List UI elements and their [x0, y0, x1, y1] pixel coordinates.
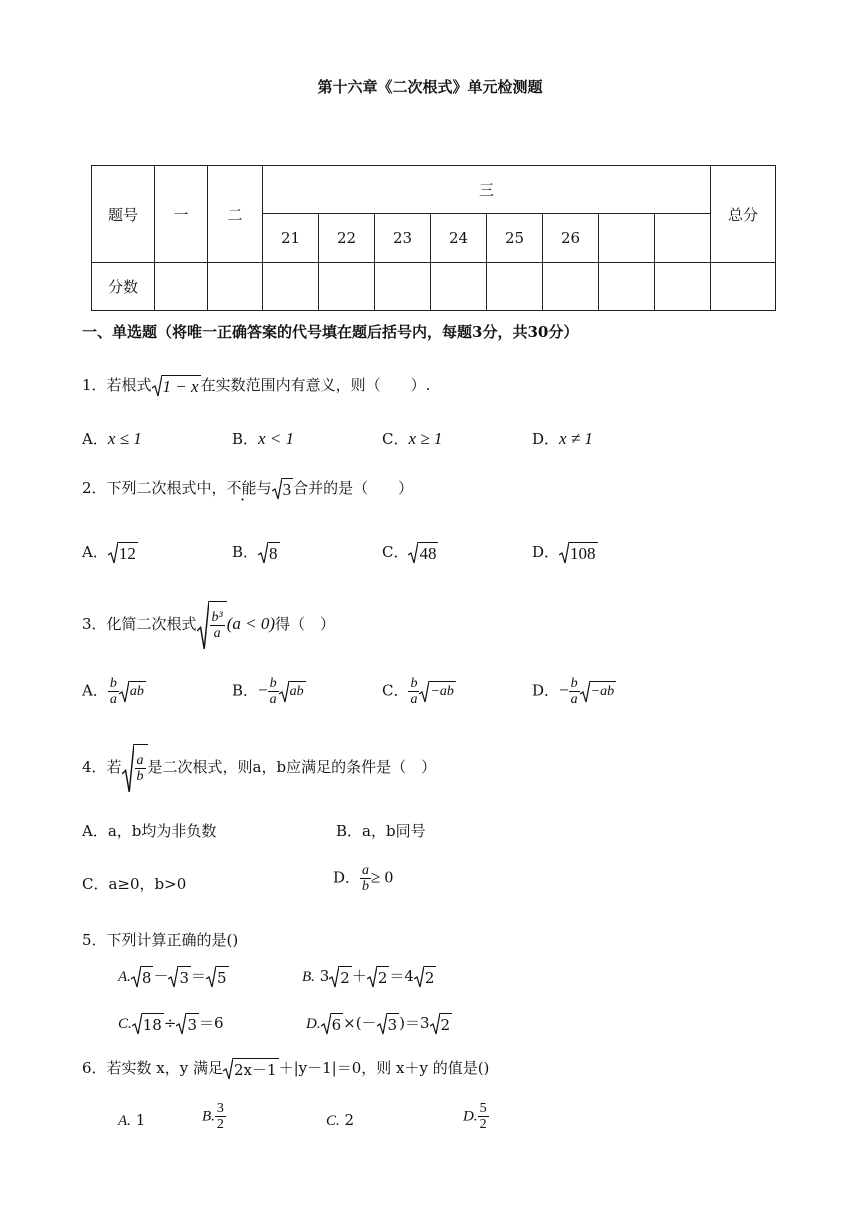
denominator: b — [136, 769, 144, 784]
option-label: A. — [118, 969, 131, 985]
score-cell[interactable] — [155, 263, 208, 311]
option-b[interactable] — [232, 428, 294, 449]
option-d[interactable] — [463, 1101, 489, 1132]
question-3 — [82, 601, 335, 649]
option-label: D． — [532, 543, 560, 561]
option-label: B. — [302, 969, 315, 985]
denominator: a — [410, 692, 418, 707]
radical — [131, 966, 154, 988]
option-label: A. — [118, 1113, 131, 1129]
denominator: a — [213, 626, 221, 641]
radicand: 2x－1 — [233, 1058, 279, 1080]
numerator: b — [109, 676, 117, 691]
radical — [197, 601, 227, 649]
score-cell[interactable] — [543, 263, 599, 311]
radicand: 3 — [282, 479, 292, 499]
denominator: a — [109, 692, 117, 707]
operator: ＋ — [351, 967, 367, 985]
numerator: a — [362, 863, 370, 878]
option-label: A． — [82, 681, 108, 700]
option-c[interactable] — [118, 1012, 224, 1035]
numerator: b³ — [211, 610, 223, 625]
radical — [119, 681, 146, 703]
numerator: b — [410, 676, 418, 691]
option-a[interactable] — [82, 541, 138, 564]
option-d[interactable] — [306, 1012, 452, 1035]
option-b[interactable]: B．a，b同号 — [336, 822, 426, 840]
radical — [321, 1013, 344, 1035]
radicand: −ab — [429, 681, 455, 703]
denominator: b — [362, 879, 370, 894]
radical — [414, 966, 437, 988]
fraction — [569, 676, 580, 707]
option-text: x < 1 — [258, 429, 295, 448]
page-title: 第十六章《二次根式》单元检测题 — [317, 78, 543, 96]
option-text: 1 — [135, 1111, 146, 1129]
radicand: −ab — [590, 681, 616, 703]
radicand: 12 — [118, 543, 136, 563]
sub-number-cell: 22 — [319, 214, 375, 263]
radicand: 18 — [142, 1013, 164, 1035]
option-label: D． — [532, 430, 560, 448]
radical — [258, 542, 280, 564]
operator: ＝6 — [198, 1014, 224, 1032]
operator: ＝4 — [389, 967, 414, 985]
radicand: ab — [129, 681, 146, 703]
total-label-cell: 总分 — [711, 166, 776, 263]
operator: ＝ — [191, 967, 207, 985]
fraction — [478, 1101, 489, 1132]
option-b[interactable] — [202, 1101, 226, 1132]
radical — [580, 681, 616, 703]
option-label: B． — [232, 681, 259, 700]
radical — [419, 681, 455, 703]
option-d[interactable] — [532, 676, 616, 707]
radicand: 5 — [216, 966, 229, 988]
denominator: a — [570, 692, 578, 707]
radicand: 3 — [186, 1013, 199, 1035]
option-label: D． — [532, 681, 560, 700]
question-text: 4．若 — [82, 758, 122, 776]
radicand: 2 — [424, 966, 437, 988]
fraction — [408, 676, 419, 707]
question-text: 2．下列二次根式中， — [82, 479, 227, 497]
col-2-header: 二 — [208, 166, 263, 263]
sub-number-cell: 21 — [263, 214, 319, 263]
option-c[interactable] — [326, 1111, 354, 1130]
radical — [223, 1058, 279, 1080]
option-a[interactable] — [82, 428, 142, 449]
radical — [108, 542, 138, 564]
question-text: 合并的是（ ） — [293, 479, 414, 497]
question-1 — [82, 374, 430, 397]
sign: − — [258, 680, 268, 700]
fraction — [135, 753, 146, 784]
option-label: B． — [232, 430, 259, 448]
option-text: 2 — [344, 1111, 355, 1129]
option-a[interactable] — [82, 676, 146, 707]
option-a[interactable]: A．a，b均为非负数 — [82, 822, 217, 840]
option-d[interactable] — [532, 428, 593, 449]
question-2 — [82, 477, 413, 500]
radicand: 2 — [339, 966, 352, 988]
operator: ÷ — [163, 1014, 177, 1032]
score-cell[interactable] — [599, 263, 655, 311]
radical — [206, 966, 229, 988]
numerator: b — [570, 676, 578, 691]
option-label: C． — [382, 430, 409, 448]
section-heading: 一、单选题（将唯一正确答案的代号填在题后括号内，每题3分，共30分） — [82, 323, 579, 341]
option-b[interactable] — [232, 541, 280, 564]
numerator: 3 — [216, 1101, 224, 1116]
option-label: B． — [232, 543, 259, 561]
option-d[interactable] — [333, 863, 393, 894]
option-label: B. — [202, 1108, 215, 1125]
emphasis-text: 不能 — [226, 479, 257, 497]
fraction — [108, 676, 119, 707]
option-c[interactable] — [382, 676, 456, 707]
score-cell[interactable] — [431, 263, 487, 311]
radical — [377, 1013, 400, 1035]
score-cell[interactable] — [655, 263, 711, 311]
denominator: 2 — [216, 1117, 224, 1132]
fraction — [268, 676, 279, 707]
question-text: 是二次根式，则a，b应满足的条件是（ ） — [147, 758, 437, 776]
question-text: 3．化简二次根式 — [82, 615, 197, 633]
score-label-cell: 分数 — [92, 263, 155, 311]
sub-number-cell — [599, 214, 655, 263]
option-label: C. — [118, 1016, 132, 1032]
condition: (a < 0) — [226, 614, 276, 633]
radicand: 6 — [331, 1013, 344, 1035]
radical — [152, 375, 201, 397]
sign: − — [559, 680, 569, 700]
radical — [559, 542, 598, 564]
option-c[interactable] — [382, 541, 438, 564]
score-cell[interactable] — [487, 263, 543, 311]
option-label: D. — [463, 1108, 478, 1125]
option-label: C． — [382, 681, 409, 700]
operator: － — [153, 967, 169, 985]
radicand: 2 — [440, 1013, 453, 1035]
radical — [367, 966, 390, 988]
option-a[interactable] — [118, 965, 229, 988]
option-b[interactable] — [232, 676, 306, 707]
sub-number-cell: 23 — [375, 214, 431, 263]
col-3-header: 三 — [263, 166, 711, 214]
radical — [408, 542, 438, 564]
sub-number-cell — [655, 214, 711, 263]
operator: ×(－ — [343, 1014, 377, 1032]
score-cell[interactable] — [208, 263, 263, 311]
radicand: 8 — [141, 966, 154, 988]
option-text: x ≠ 1 — [559, 429, 593, 448]
denominator: a — [269, 692, 277, 707]
option-b[interactable] — [302, 965, 436, 988]
denominator: 2 — [479, 1117, 487, 1132]
sub-number-cell: 24 — [431, 214, 487, 263]
option-label: C． — [382, 543, 409, 561]
question-5: 5．下列计算正确的是() — [82, 931, 239, 949]
option-label: A． — [82, 430, 108, 448]
option-label: C. — [326, 1113, 340, 1129]
score-cell[interactable] — [375, 263, 431, 311]
score-table — [91, 165, 776, 311]
question-text: 1．若根式 — [82, 376, 152, 394]
numerator: a — [136, 753, 144, 768]
option-text: x ≤ 1 — [107, 429, 142, 448]
operator: )＝3 — [399, 1014, 430, 1032]
question-4 — [82, 744, 436, 792]
score-cell[interactable] — [263, 263, 319, 311]
radicand: 2 — [377, 966, 390, 988]
question-text: 得（ ） — [275, 615, 336, 633]
option-c[interactable]: C．a≥0，b>0 — [82, 875, 187, 893]
numerator: 5 — [479, 1101, 487, 1116]
question-text: 在实数范围内有意义，则（ ）. — [200, 376, 431, 394]
radicand: ab — [289, 681, 306, 703]
option-label: D． — [333, 868, 361, 887]
numerator: b — [269, 676, 277, 691]
option-text: x ≥ 1 — [408, 429, 443, 448]
option-label: A． — [82, 543, 108, 561]
sub-number-cell: 26 — [543, 214, 599, 263]
score-cell[interactable] — [319, 263, 375, 311]
radical — [329, 966, 352, 988]
fraction — [210, 610, 225, 641]
option-text: ≥ 0 — [371, 867, 394, 887]
option-label: D. — [306, 1016, 321, 1032]
radicand: 48 — [419, 543, 437, 563]
radicand: 3 — [387, 1013, 400, 1035]
fraction — [360, 863, 371, 894]
radical — [430, 1013, 453, 1035]
question-text: 与 — [256, 479, 272, 497]
radical — [122, 744, 148, 792]
radical — [132, 1013, 164, 1035]
radical — [272, 478, 294, 500]
option-c[interactable] — [382, 428, 442, 449]
radical — [176, 1013, 199, 1035]
radicand: 3 — [178, 966, 191, 988]
question-text: ＋|y－1|＝0，则 x＋y 的值是() — [278, 1059, 490, 1077]
score-cell[interactable] — [711, 263, 776, 311]
option-d[interactable] — [532, 541, 598, 564]
fraction — [215, 1101, 226, 1132]
col-1-header: 一 — [155, 166, 208, 263]
question-6 — [82, 1057, 489, 1080]
question-text: 6．若实数 x，y 满足 — [82, 1059, 224, 1077]
radical — [168, 966, 191, 988]
coefficient: 3 — [319, 967, 330, 985]
header-label-cell: 题号 — [92, 166, 155, 263]
radicand: 8 — [269, 543, 278, 563]
sub-number-cell: 25 — [487, 214, 543, 263]
radical — [279, 681, 306, 703]
option-a[interactable] — [118, 1111, 145, 1130]
radicand: 1 − x — [162, 376, 199, 396]
radicand: 108 — [570, 543, 596, 563]
